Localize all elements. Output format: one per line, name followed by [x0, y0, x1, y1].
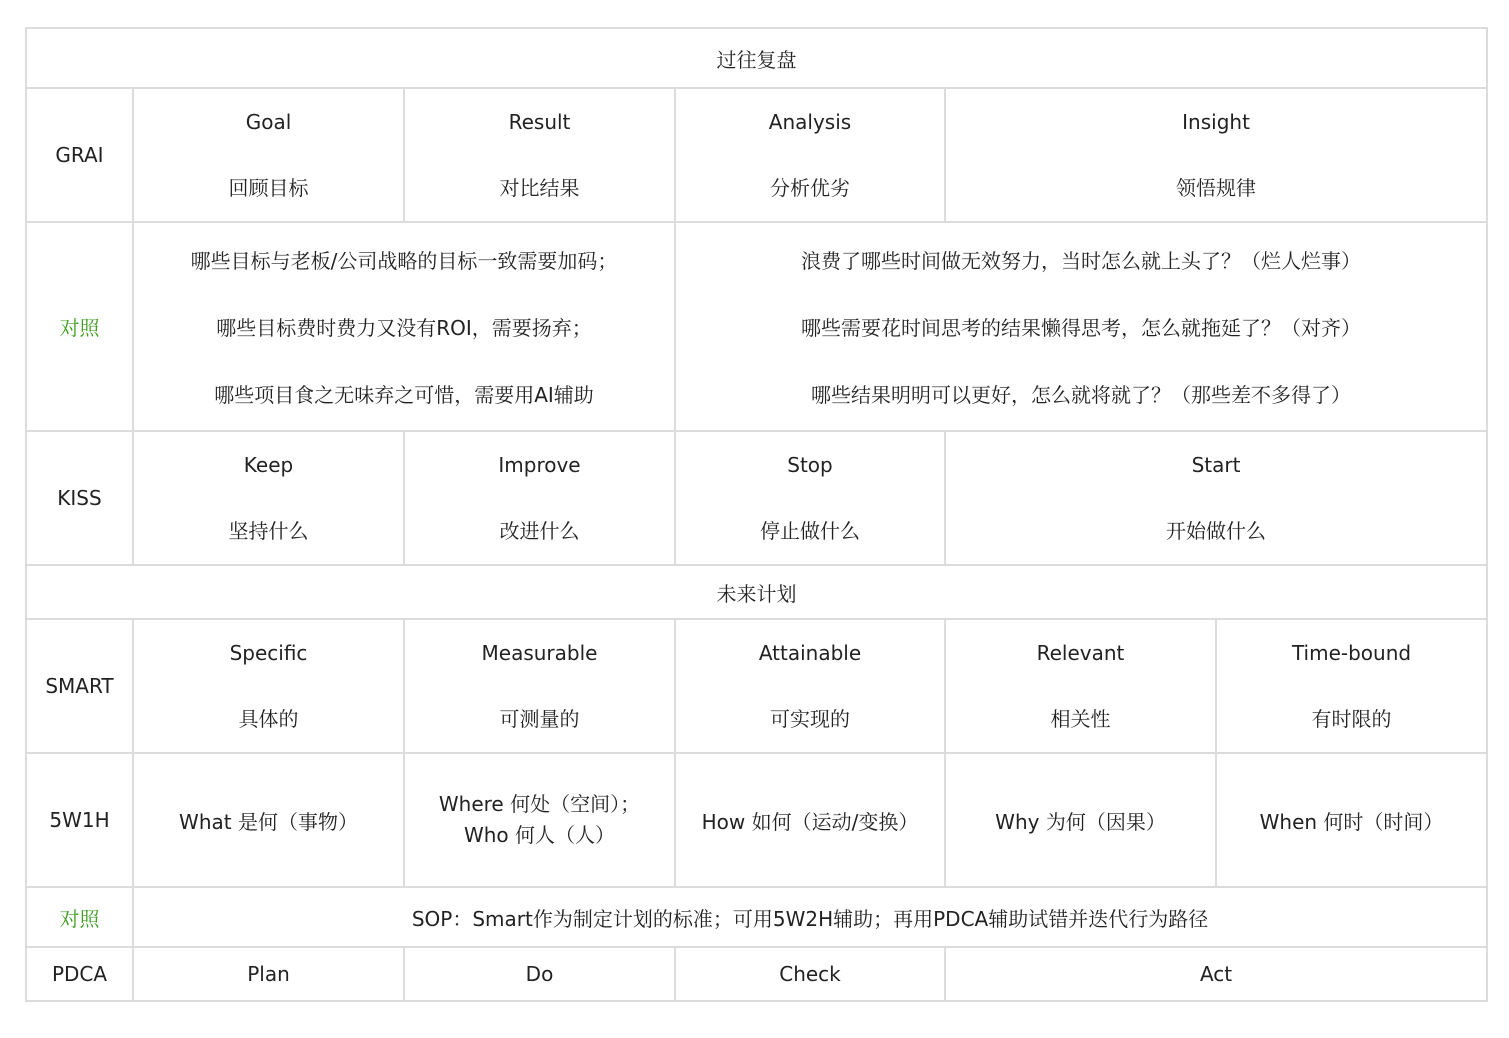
- grai-row: [26, 88, 1487, 222]
- compare-left-line: 哪些项目食之无味弃之可惜，需要用AI辅助: [214, 383, 594, 407]
- kiss-keep-cn: 坚持什么: [228, 518, 309, 543]
- smart-specific-cell: [133, 619, 404, 753]
- w5h1-what: What 是何（事物）: [133, 753, 404, 887]
- w5h1-where: Where 何处（空间）；: [438, 792, 641, 816]
- compare-right-line: 浪费了哪些时间做无效努力，当时怎么就上头了？（烂人烂事）: [801, 249, 1362, 273]
- grai-insight-cn: 领悟规律: [1176, 175, 1257, 200]
- pdca-check: Check: [675, 947, 945, 1001]
- grai-result-en: Result: [508, 109, 571, 134]
- smart-measurable-cell: [404, 619, 675, 753]
- grai-analysis-en: Analysis: [768, 109, 852, 134]
- compare-left-line: 哪些目标与老板/公司战略的目标一致需要加码；: [190, 249, 618, 273]
- w5h1-why: Why 为何（因果）: [945, 753, 1216, 887]
- smart-timebound-cn: 有时限的: [1311, 706, 1392, 731]
- kiss-keep-cell: [133, 431, 404, 565]
- compare-right-line: 哪些需要花时间思考的结果懒得思考，怎么就拖延了？（对齐）: [801, 316, 1362, 340]
- compare-right-line: 哪些结果明明可以更好，怎么就将就了？（那些差不多得了）: [811, 383, 1352, 407]
- pdca-do: Do: [404, 947, 675, 1001]
- kiss-label: KISS: [26, 431, 133, 565]
- kiss-keep-en: Keep: [243, 452, 294, 477]
- compare-right-cell: [675, 222, 1487, 431]
- kiss-start-en: Start: [1191, 452, 1241, 477]
- grai-goal-cn: 回顾目标: [228, 175, 309, 200]
- compare-row-review: [26, 222, 1487, 431]
- kiss-stop-en: Stop: [787, 452, 833, 477]
- smart-relevant-en: Relevant: [1036, 640, 1125, 665]
- kiss-improve-cn: 改进什么: [499, 518, 580, 543]
- sop-text: SOP：Smart作为制定计划的标准；可用5W2H辅助；再用PDCA辅助试错并迭代行为路径: [133, 887, 1487, 947]
- smart-row: [26, 619, 1487, 753]
- kiss-start-cn: 开始做什么: [1166, 518, 1267, 543]
- kiss-stop-cell: [675, 431, 945, 565]
- grai-result-cn: 对比结果: [499, 175, 580, 200]
- w5h1-how: How 如何（运动/变换）: [675, 753, 945, 887]
- section-row-plan: [26, 565, 1487, 619]
- smart-relevant-cn: 相关性: [1050, 706, 1111, 731]
- smart-attainable-cell: [675, 619, 945, 753]
- kiss-improve-en: Improve: [498, 452, 581, 477]
- pdca-label: PDCA: [26, 947, 133, 1001]
- w5h1-row: [26, 753, 1487, 887]
- pdca-act: Act: [945, 947, 1487, 1001]
- smart-specific-en: Specific: [229, 640, 308, 665]
- w5h1-label: 5W1H: [26, 753, 133, 887]
- compare-label-review: 对照: [26, 222, 133, 431]
- smart-relevant-cell: [945, 619, 1216, 753]
- smart-label: SMART: [26, 619, 133, 753]
- smart-measurable-cn: 可测量的: [499, 706, 580, 731]
- compare-label-plan: 对照: [26, 887, 133, 947]
- grai-goal-en: Goal: [245, 109, 292, 134]
- section-row-review: [26, 28, 1487, 88]
- pdca-row: [26, 947, 1487, 1001]
- section-title-review: 过往复盘: [26, 28, 1487, 88]
- review-plan-table: [25, 27, 1488, 1002]
- kiss-row: [26, 431, 1487, 565]
- grai-insight-cell: [945, 88, 1487, 222]
- grai-analysis-cn: 分析优劣: [770, 175, 850, 200]
- w5h1-where-who-cell: [404, 753, 675, 887]
- smart-timebound-cell: [1216, 619, 1487, 753]
- grai-result-cell: [404, 88, 675, 222]
- smart-measurable-en: Measurable: [481, 640, 598, 665]
- grai-analysis-cell: [675, 88, 945, 222]
- w5h1-when: When 何时（时间）: [1216, 753, 1487, 887]
- w5h1-who: Who 何人（人）: [463, 823, 616, 847]
- grai-goal-cell: [133, 88, 404, 222]
- smart-attainable-en: Attainable: [758, 640, 862, 665]
- compare-left-line: 哪些目标费时费力又没有ROI，需要扬弃；: [216, 316, 592, 340]
- compare-left-cell: [133, 222, 675, 431]
- kiss-stop-cn: 停止做什么: [760, 518, 860, 543]
- section-title-plan: 未来计划: [26, 565, 1487, 619]
- compare-row-plan: [26, 887, 1487, 947]
- pdca-plan: Plan: [133, 947, 404, 1001]
- smart-timebound-en: Time-bound: [1291, 640, 1412, 665]
- smart-attainable-cn: 可实现的: [770, 706, 850, 731]
- kiss-start-cell: [945, 431, 1487, 565]
- smart-specific-cn: 具体的: [238, 706, 299, 731]
- kiss-improve-cell: [404, 431, 675, 565]
- grai-insight-en: Insight: [1182, 109, 1250, 134]
- grai-label: GRAI: [26, 88, 133, 222]
